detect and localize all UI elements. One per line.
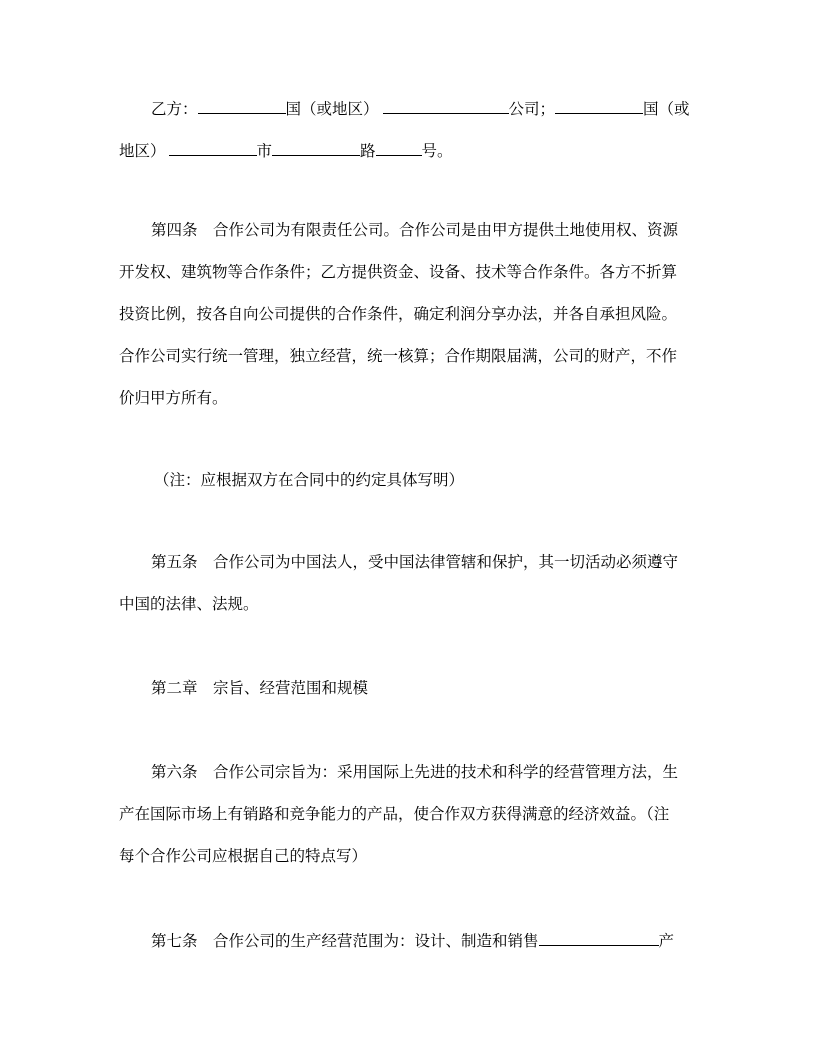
article-4-line: 投资比例，按各自向公司提供的合作条件，确定利润分享办法，并各自承担风险。 <box>119 305 678 323</box>
city-blank <box>169 138 257 156</box>
article-6-line: 产在国际市场上有销路和竞争能力的产品，使合作双方获得满意的经济效益。（注 <box>119 805 670 823</box>
article-5-line: 第五条 合作公司为中国法人，受中国法律管辖和保护，其一切活动必须遵守 <box>151 553 679 571</box>
article-4-line: 第四条 合作公司为有限责任公司。合作公司是由甲方提供土地使用权、资源 <box>151 221 679 239</box>
chapter-2-title: 第二章 宗旨、经营范围和规模 <box>151 679 369 697</box>
country-blank <box>198 96 286 114</box>
company-suffix: 公司； <box>508 100 556 118</box>
party-b-line-2 <box>119 138 453 163</box>
company-blank <box>383 96 509 114</box>
city-suffix: 市 <box>256 142 273 160</box>
product-blank <box>539 928 659 946</box>
country-suffix: 国（或地区） <box>285 100 379 118</box>
article-4-line: 合作公司实行统一管理，独立经营，统一核算；合作期限届满，公司的财产，不作 <box>119 347 678 365</box>
number-blank <box>376 138 422 156</box>
road-blank <box>272 138 360 156</box>
region-suffix: 地区） <box>119 142 166 160</box>
note-1-text: （注：应根据双方在合同中的约定具体写明） <box>154 471 465 489</box>
number-suffix: 号。 <box>421 142 453 160</box>
article-4-line: 价归甲方所有。 <box>119 389 228 407</box>
article-7-line <box>119 928 674 953</box>
article-5-line: 中国的法律、法规。 <box>119 595 259 613</box>
party-b-line-1 <box>119 96 690 121</box>
article-7-suffix: 产 <box>658 932 675 950</box>
article-6-line: 第六条 合作公司宗旨为：采用国际上先进的技术和科学的经营管理方法，生 <box>151 763 679 781</box>
article-4-line: 开发权、建筑物等合作条件；乙方提供资金、设备、技术等合作条件。各方不折算 <box>119 263 678 281</box>
article-6-line: 每个合作公司应根据自己的特点写） <box>119 847 368 865</box>
country2-prefix: 国（或 <box>643 100 690 118</box>
country2-blank <box>555 96 643 114</box>
road-suffix: 路 <box>360 142 376 160</box>
party-b-label: 乙方： <box>151 100 198 118</box>
article-7-prefix: 第七条 合作公司的生产经营范围为：设计、制造和销售 <box>151 932 539 950</box>
